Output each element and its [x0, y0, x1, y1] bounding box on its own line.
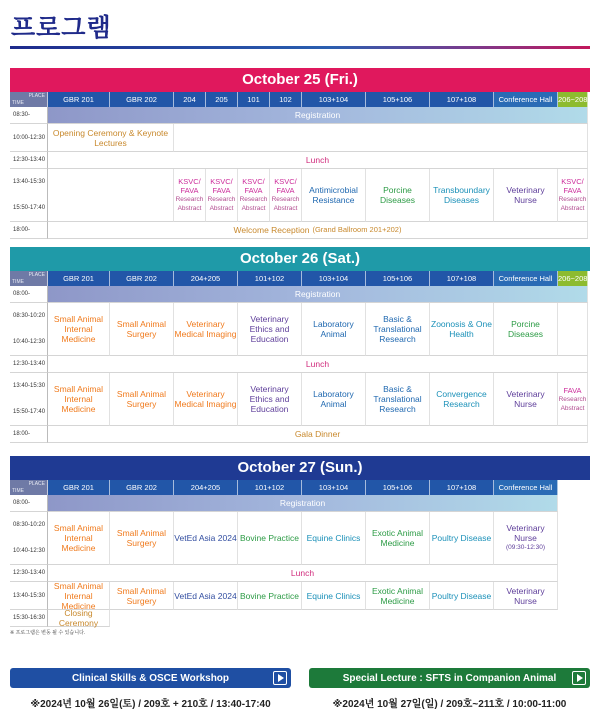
- room-column-header: 103+104: [302, 480, 366, 495]
- session-title: Welcome Reception: [233, 225, 310, 235]
- time-slot: [10, 152, 48, 169]
- room-column-header: 107+108: [430, 480, 494, 495]
- session-title: KSVC/ FAVA: [242, 177, 265, 195]
- time-slot: [10, 356, 48, 373]
- session-cell[interactable]: [238, 169, 270, 222]
- session-cell[interactable]: [366, 582, 430, 610]
- place-time-corner: [10, 271, 48, 286]
- empty-cell: [48, 169, 174, 222]
- session-cell[interactable]: [48, 610, 110, 627]
- session-title: Veterinary Medical Imaging: [174, 319, 237, 339]
- session-cell[interactable]: [174, 169, 206, 222]
- session-subtitle: Research Abstract: [558, 196, 587, 212]
- room-column-header: 204+205: [174, 271, 238, 286]
- session-title: KSVC/ FAVA: [561, 177, 584, 195]
- session-title: VetEd Asia 2024: [174, 590, 237, 601]
- room-column-header: GBR 201: [48, 271, 110, 286]
- session-cell[interactable]: [366, 373, 430, 426]
- room-column-header: GBR 202: [110, 92, 174, 107]
- time-slot: [10, 582, 48, 610]
- session-title: Veterinary Ethics and Education: [249, 314, 290, 344]
- session-title: Transboundary Diseases: [433, 185, 490, 205]
- clinical-skills-workshop-button[interactable]: [10, 668, 291, 688]
- session-title: KSVC/ FAVA: [274, 177, 297, 195]
- time-label: 13:40-15:30: [13, 383, 46, 389]
- session-title: Laboratory Animal: [313, 319, 354, 339]
- room-column-header: GBR 202: [110, 480, 174, 495]
- session-cell[interactable]: [366, 303, 430, 356]
- session-title: Veterinary Nurse: [506, 389, 545, 409]
- time-label: 10:00-12:30: [13, 134, 46, 141]
- time-label: 13:40-15:30: [13, 179, 46, 185]
- session-location: (Grand Ballroom 201+202): [312, 225, 402, 234]
- column-header-row: [10, 271, 590, 286]
- session-cell[interactable]: [366, 169, 430, 222]
- session-title: Zoonosis & One Health: [431, 319, 492, 339]
- room-column-header: 101: [238, 92, 270, 107]
- empty-cell: [558, 303, 588, 356]
- room-column-header: 101+102: [238, 480, 302, 495]
- session-cell[interactable]: [48, 222, 588, 239]
- time-slot: [10, 565, 48, 582]
- session-cell[interactable]: [494, 303, 558, 356]
- session-title: Exotic Animal Medicine: [371, 585, 424, 606]
- session-cell[interactable]: [238, 512, 302, 565]
- empty-cell: [110, 610, 558, 627]
- session-cell[interactable]: [174, 373, 238, 426]
- session-cell[interactable]: [238, 303, 302, 356]
- time-slot: [10, 373, 48, 426]
- session-title: Opening Ceremony & Keynote Lectures: [52, 127, 169, 148]
- room-column-header: 206~208: [558, 271, 588, 286]
- registration-bar[interactable]: [48, 286, 588, 303]
- session-cell[interactable]: [48, 565, 558, 582]
- time-label: 12:30-13:40: [13, 570, 46, 576]
- time-label: 08:00-: [13, 500, 31, 506]
- session-cell[interactable]: [558, 373, 588, 426]
- time-slot: [10, 286, 48, 303]
- session-cell[interactable]: [174, 582, 238, 610]
- session-cell[interactable]: [238, 373, 302, 426]
- session-title: Lunch: [305, 155, 330, 165]
- time-slot: [10, 124, 48, 152]
- session-title: Convergence Research: [436, 389, 487, 409]
- session-cell[interactable]: [366, 512, 430, 565]
- session-cell[interactable]: [302, 373, 366, 426]
- room-column-header: Conference Hall: [494, 92, 558, 107]
- room-column-header: 107+108: [430, 271, 494, 286]
- session-cell[interactable]: [302, 512, 366, 565]
- session-cell[interactable]: [302, 582, 366, 610]
- room-column-header: 107+108: [430, 92, 494, 107]
- time-label: 08:30-10:20: [13, 313, 46, 319]
- schedule-grid: [10, 286, 590, 443]
- session-cell[interactable]: [238, 582, 302, 610]
- room-column-header: 103+104: [302, 92, 366, 107]
- corner-time-label: TIME: [12, 488, 24, 494]
- title-divider: [10, 46, 590, 49]
- time-slot: [10, 610, 48, 627]
- registration-bar[interactable]: [48, 107, 588, 124]
- session-title: Porcine Diseases: [508, 319, 543, 339]
- program-change-note: ※ 프로그램은 변동 될 수 있습니다.: [10, 630, 86, 636]
- session-title: KSVC/ FAVA: [210, 177, 233, 195]
- time-slot: [10, 512, 48, 565]
- session-title: Porcine Diseases: [380, 185, 415, 205]
- room-column-header: 105+106: [366, 271, 430, 286]
- corner-time-label: TIME: [12, 100, 24, 106]
- session-subtitle: Research Abstract: [558, 395, 587, 412]
- session-subtitle: (09:30-12:30): [505, 544, 546, 551]
- session-title: Small Animal Internal Medicine: [53, 580, 104, 611]
- schedule-grid: [10, 495, 590, 627]
- session-cell[interactable]: [110, 582, 174, 610]
- time-label: 15:50-17:40: [13, 205, 46, 211]
- session-title: FAVA: [563, 385, 582, 395]
- session-title: Small Animal Surgery: [116, 389, 167, 409]
- session-title: Lunch: [290, 568, 315, 578]
- session-cell[interactable]: [430, 303, 494, 356]
- place-time-corner: [10, 92, 48, 107]
- session-title: Lunch: [305, 359, 330, 369]
- time-slot: [10, 222, 48, 239]
- session-subtitle: Research Abstract: [271, 196, 300, 212]
- session-subtitle: Research Abstract: [175, 196, 204, 212]
- room-column-header: GBR 201: [48, 480, 110, 495]
- session-title: Veterinary Ethics and Education: [249, 384, 290, 414]
- session-title: Bovine Practice: [239, 533, 300, 543]
- session-title: VetEd Asia 2024: [174, 533, 237, 543]
- schedule-oct-25: [10, 68, 590, 239]
- session-title: Registration: [294, 289, 341, 299]
- room-column-header: 105+106: [366, 92, 430, 107]
- session-title: Small Animal Surgery: [116, 528, 167, 548]
- session-cell[interactable]: [494, 582, 558, 610]
- session-cell[interactable]: [110, 303, 174, 356]
- session-cell[interactable]: [48, 582, 110, 610]
- special-lecture-button[interactable]: [309, 668, 590, 688]
- day-header: October 25 (Fri.): [10, 68, 590, 92]
- corner-place-label: PLACE: [28, 481, 45, 487]
- time-slot: [10, 107, 48, 124]
- session-cell[interactable]: [48, 356, 588, 373]
- room-column-header: 204+205: [174, 480, 238, 495]
- room-column-header: 105+106: [366, 480, 430, 495]
- session-subtitle: Research Abstract: [239, 196, 268, 212]
- time-slot: [10, 426, 48, 443]
- page-title: 프로그램: [11, 14, 112, 42]
- time-label: 18:00-: [13, 431, 31, 437]
- session-cell[interactable]: [302, 303, 366, 356]
- schedule-oct-26: [10, 247, 590, 443]
- session-title: Registration: [279, 498, 326, 508]
- corner-place-label: PLACE: [28, 272, 45, 278]
- session-cell[interactable]: [430, 582, 494, 610]
- time-label: 15:30-16:30: [13, 615, 46, 621]
- session-title: Registration: [294, 110, 341, 120]
- day-header: October 26 (Sat.): [10, 247, 590, 271]
- session-cell[interactable]: [302, 169, 366, 222]
- time-label: 18:00-: [13, 227, 31, 233]
- session-title: Veterinary Nurse: [506, 585, 545, 606]
- day-header: October 27 (Sun.): [10, 456, 590, 480]
- session-title: Veterinary Nurse: [506, 185, 545, 205]
- time-label: 13:40-15:30: [13, 592, 46, 599]
- play-arrow-icon: [273, 671, 287, 685]
- session-title: Veterinary Nurse: [506, 523, 545, 543]
- corner-place-label: PLACE: [28, 93, 45, 99]
- session-cell[interactable]: [110, 373, 174, 426]
- time-label: 10:40-12:30: [13, 339, 46, 345]
- play-arrow-icon: [572, 671, 586, 685]
- special-lecture-info: ※2024년 10월 27일(일) / 209호~211호 / 10:00-11:00: [332, 699, 567, 710]
- session-cell[interactable]: [48, 303, 110, 356]
- session-cell[interactable]: [430, 512, 494, 565]
- session-cell[interactable]: [174, 512, 238, 565]
- session-title: Antimicrobial Resistance: [309, 185, 358, 205]
- special-lecture-label: Special Lecture : SFTS in Companion Animal: [342, 672, 557, 684]
- session-cell[interactable]: [558, 169, 588, 222]
- clinical-skills-workshop-info: ※2024년 10월 26일(토) / 209호 + 210호 / 13:40-17:40: [30, 699, 271, 710]
- session-cell[interactable]: [48, 426, 588, 443]
- session-title: Small Animal Internal Medicine: [53, 523, 104, 553]
- time-slot: [10, 495, 48, 512]
- schedule-oct-27: [10, 456, 590, 627]
- session-cell[interactable]: [48, 512, 110, 565]
- session-title: Equine Clinics: [306, 590, 361, 601]
- time-label: 10:40-12:30: [13, 548, 46, 554]
- room-column-header: 103+104: [302, 271, 366, 286]
- session-title: KSVC/ FAVA: [178, 177, 201, 195]
- session-title: Poultry Disease: [431, 533, 492, 543]
- room-column-header: 101+102: [238, 271, 302, 286]
- column-header-row: [10, 480, 590, 495]
- time-label: 12:30-13:40: [13, 361, 46, 367]
- session-cell[interactable]: [494, 169, 558, 222]
- empty-cell: [174, 124, 588, 152]
- room-column-header: 206~208: [558, 92, 588, 107]
- session-cell[interactable]: [270, 169, 302, 222]
- session-title: Small Animal Surgery: [116, 319, 167, 339]
- session-title: Small Animal Internal Medicine: [53, 384, 104, 414]
- time-label: 15:50-17:40: [13, 409, 46, 415]
- session-title: Poultry Disease: [431, 590, 492, 601]
- session-title: Exotic Animal Medicine: [371, 528, 424, 548]
- session-cell[interactable]: [48, 124, 174, 152]
- room-column-header: Conference Hall: [494, 480, 558, 495]
- room-column-header: 205: [206, 92, 238, 107]
- session-cell[interactable]: [494, 373, 558, 426]
- session-title: Gala Dinner: [294, 429, 341, 439]
- corner-time-label: TIME: [12, 279, 24, 285]
- session-cell[interactable]: [430, 373, 494, 426]
- session-cell[interactable]: [110, 512, 174, 565]
- session-title: Basic & Translational Research: [373, 314, 422, 344]
- room-column-header: 102: [270, 92, 302, 107]
- session-subtitle: Research Abstract: [207, 196, 236, 212]
- session-cell[interactable]: [174, 303, 238, 356]
- time-slot: [10, 303, 48, 356]
- session-cell[interactable]: [48, 152, 588, 169]
- time-label: 08:30-10:20: [13, 522, 46, 528]
- schedule-grid: [10, 107, 590, 239]
- time-label: 08:30-: [13, 112, 31, 118]
- session-cell[interactable]: [48, 373, 110, 426]
- session-title: Equine Clinics: [306, 533, 361, 543]
- time-label: 08:00-: [13, 291, 31, 297]
- session-cell[interactable]: [430, 169, 494, 222]
- session-title: Bovine Practice: [239, 590, 300, 601]
- session-cell[interactable]: [494, 512, 558, 565]
- session-title: Small Animal Internal Medicine: [53, 314, 104, 344]
- room-column-header: Conference Hall: [494, 271, 558, 286]
- room-column-header: GBR 201: [48, 92, 110, 107]
- room-column-header: 204: [174, 92, 206, 107]
- clinical-skills-workshop-label: Clinical Skills & OSCE Workshop: [71, 672, 230, 684]
- place-time-corner: [10, 480, 48, 495]
- room-column-header: GBR 202: [110, 271, 174, 286]
- session-cell[interactable]: [206, 169, 238, 222]
- session-title: Small Animal Surgery: [116, 585, 167, 606]
- session-title: Laboratory Animal: [313, 389, 354, 409]
- session-title: Closing Ceremony: [58, 608, 99, 628]
- time-label: 12:30-13:40: [13, 157, 46, 163]
- session-title: Veterinary Medical Imaging: [174, 389, 237, 409]
- column-header-row: [10, 92, 590, 107]
- registration-bar[interactable]: [48, 495, 558, 512]
- session-title: Basic & Translational Research: [373, 384, 422, 414]
- time-slot: [10, 169, 48, 222]
